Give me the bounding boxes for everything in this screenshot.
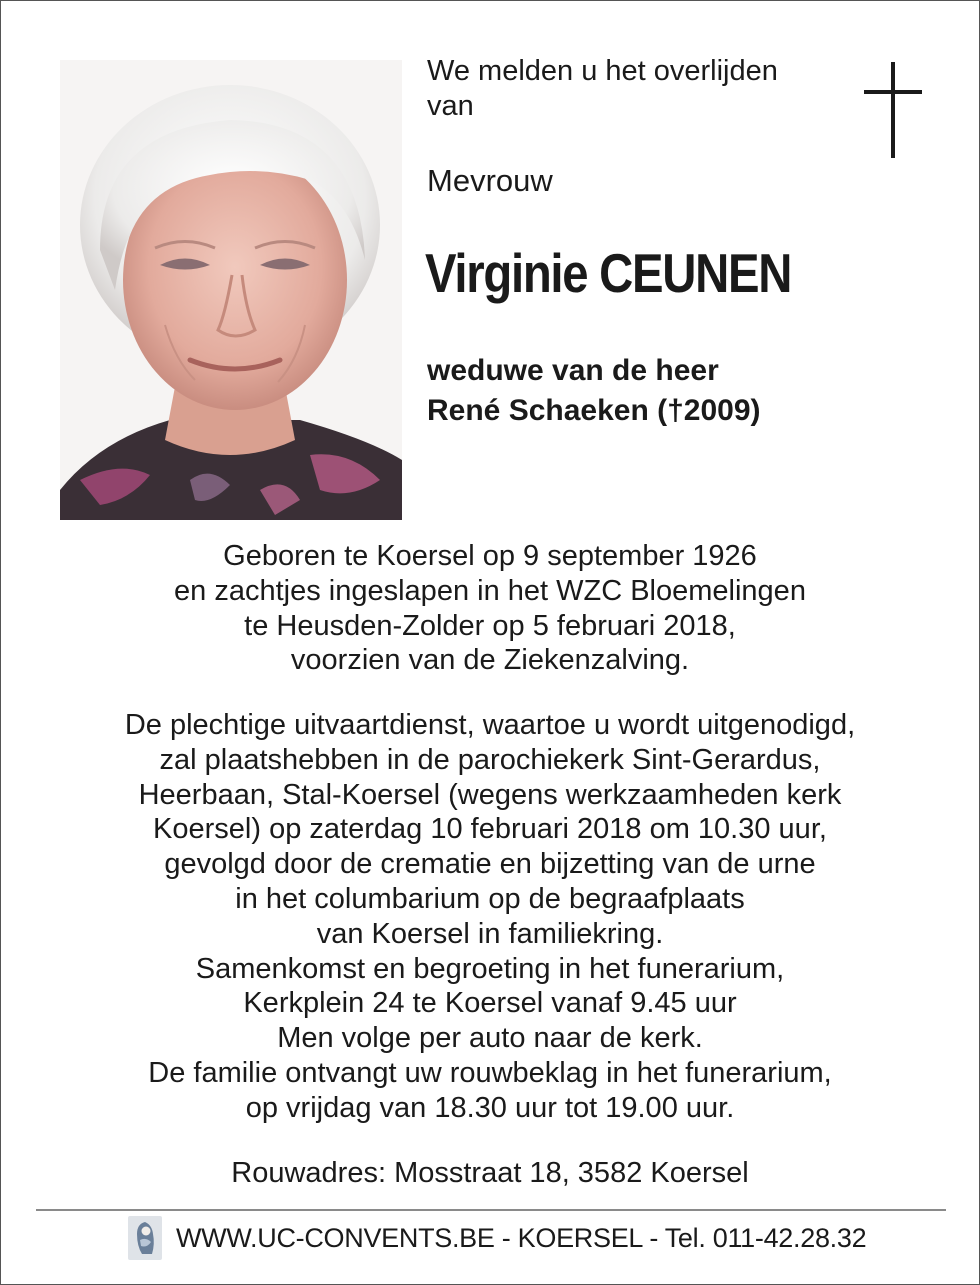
text-line: en zachtjes ingeslapen in het WZC Bloemelingen (174, 574, 806, 607)
mourning-address (40, 1156, 940, 1191)
intro-line: van (427, 90, 474, 122)
text-line: zal plaatshebben in de parochiekerk Sint-Gerardus, (159, 743, 821, 776)
spouse-line: René Schaeken (†2009) (427, 394, 761, 427)
deceased-name: Virginie CEUNEN (425, 242, 792, 304)
portrait-illustration (60, 60, 402, 520)
text-line: in het columbarium op de begraafplaats (235, 882, 745, 915)
text-line: Koersel) op zaterdag 10 februari 2018 om 10.30 uur, (153, 813, 827, 846)
text-line: te Heusden-Zolder op 5 februari 2018, (244, 609, 736, 642)
text-line: Geboren te Koersel op 9 september 1926 (223, 540, 757, 572)
announcement-intro (427, 54, 847, 124)
text-line: De plechtige uitvaartdienst, waartoe u wordt uitgenodigd, (124, 709, 856, 741)
spouse-line: weduwe van de heer (427, 354, 719, 387)
intro-line: We melden u het overlijden (427, 55, 778, 87)
portrait-photo (60, 60, 402, 520)
funeral-home-contact: WWW.UC-CONVENTS.BE - KOERSEL - Tel. 011-42.28.32 (176, 1223, 867, 1253)
text-line: Men volge per auto naar de kerk. (277, 1022, 703, 1055)
honorific: Mevrouw (427, 163, 553, 198)
address-line: Rouwadres: Mosstraat 18, 3582 Koersel (231, 1157, 749, 1189)
text-line: op vrijdag van 18.30 uur tot 19.00 uur. (245, 1091, 735, 1124)
birth-paragraph (40, 539, 940, 678)
footer-divider (36, 1209, 946, 1211)
text-line: gevolgd door de crematie en bijzetting van de urne (164, 848, 816, 881)
text-line: De familie ontvangt uw rouwbeklag in het funerarium, (148, 1056, 832, 1089)
text-line: Kerkplein 24 te Koersel vanaf 9.45 uur (243, 987, 737, 1020)
madonna-logo-icon (128, 1216, 162, 1260)
latin-cross-icon (864, 62, 922, 158)
spouse-info (427, 351, 761, 431)
service-paragraph (40, 708, 940, 1126)
text-line: Samenkomst en begroeting in het funerarium, (195, 952, 785, 985)
text-line: Heerbaan, Stal-Koersel (wegens werkzaamheden kerk (138, 778, 842, 811)
text-line: voorzien van de Ziekenzalving. (290, 644, 690, 677)
text-line: van Koersel in familiekring. (316, 917, 664, 950)
